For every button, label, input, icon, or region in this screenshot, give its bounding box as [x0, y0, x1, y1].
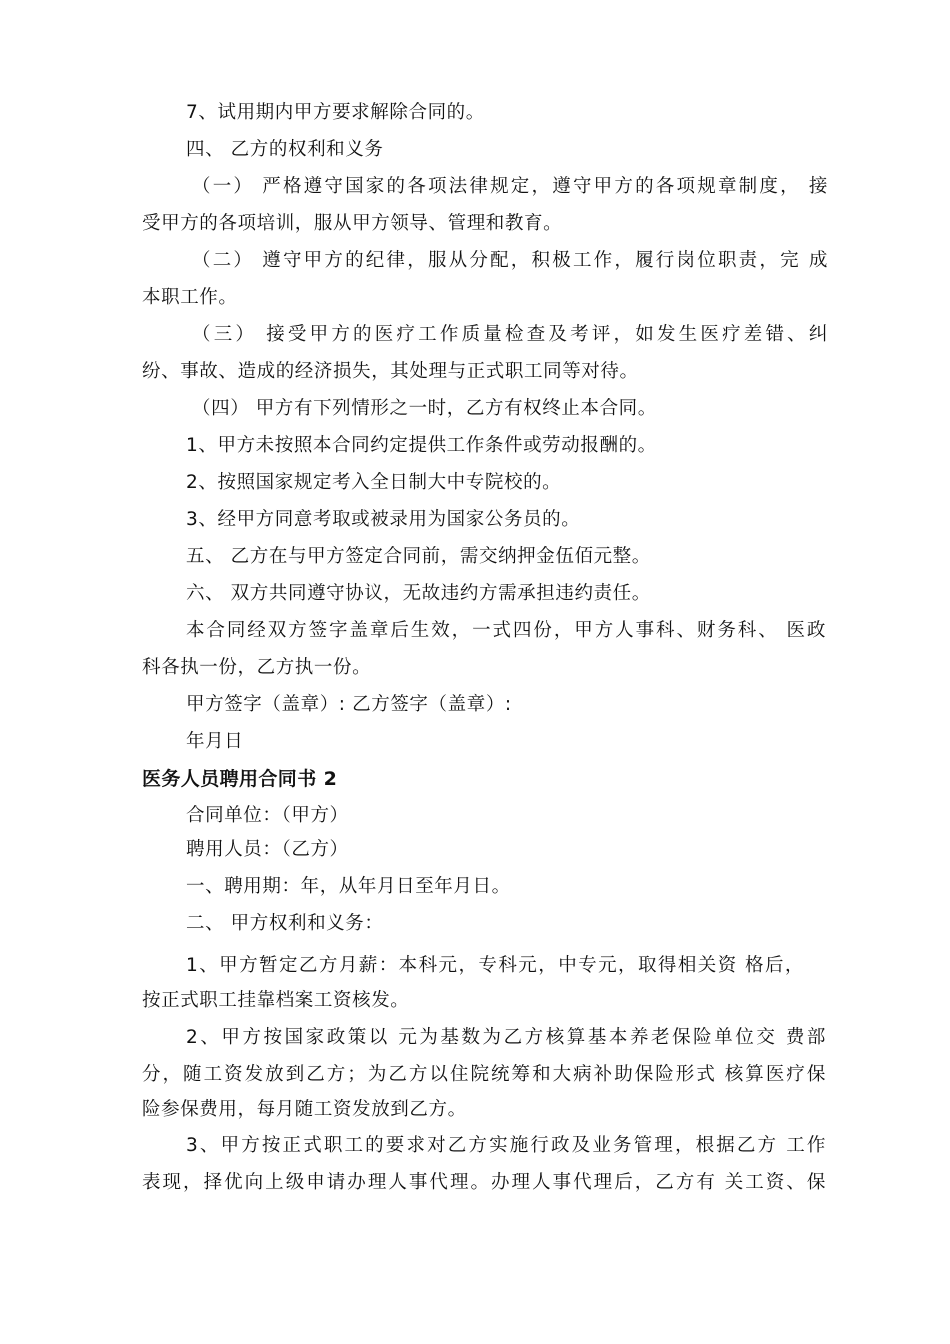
text-line: 1、甲方暂定乙方月薪：本科元，专科元，中专元，取得相关资 格后， — [186, 955, 804, 976]
text-line: （一） 严格遵守国家的各项法律规定，遵守甲方的各项规章制度， 接 — [192, 176, 828, 197]
text-line: 合同单位：（甲方） — [186, 805, 349, 826]
text-line: 表现，择优向上级申请办理人事代理。办理人事代理后，乙方有 关工资、保 — [142, 1172, 826, 1193]
document-title: 医务人员聘用合同书 2 — [142, 768, 338, 790]
list-item: 3、经甲方同意考取或被录用为国家公务员的。 — [186, 509, 581, 530]
signature-line: 甲方签字（盖章）: 乙方签字（盖章）: — [186, 694, 512, 715]
section-heading: 六、 双方共同遵守协议，无故违约方需承担违约责任。 — [186, 583, 651, 604]
text-line: 纷、事故、造成的经济损失，其处理与正式职工同等对待。 — [142, 361, 639, 382]
text-line: 按正式职工挂靠档案工资核发。 — [142, 990, 410, 1011]
section-heading: 五、 乙方在与甲方签定合同前，需交纳押金伍佰元整。 — [186, 546, 651, 567]
text-line: 科各执一份，乙方执一份。 — [142, 657, 372, 678]
text-line: 本合同经双方签字盖章后生效，一式四份，甲方人事科、财务科、 医政 — [186, 620, 826, 641]
text-line: 7、试用期内甲方要求解除合同的。 — [186, 102, 485, 123]
text-line: 聘用人员：（乙方） — [186, 839, 349, 860]
text-line: 受甲方的各项培训，服从甲方领导、管理和教育。 — [142, 213, 563, 234]
list-item: 2、按照国家规定考入全日制大中专院校的。 — [186, 472, 562, 493]
text-line: 2、甲方按国家政策以 元为基数为乙方核算基本养老保险单位交 费部 — [186, 1027, 826, 1048]
section-heading: 二、 甲方权利和义务： — [186, 913, 384, 934]
text-line: 本职工作。 — [142, 287, 238, 308]
list-item: 1、甲方未按照本合同约定提供工作条件或劳动报酬的。 — [186, 435, 657, 456]
date-line: 年月日 — [186, 731, 244, 752]
section-heading: 四、 乙方的权利和义务 — [186, 139, 384, 160]
text-line: （二） 遵守甲方的纪律，服从分配，积极工作，履行岗位职责，完 成 — [192, 250, 828, 271]
section-heading: 一、聘用期：年，从年月日至年月日。 — [186, 876, 511, 897]
text-line: 3、甲方按正式职工的要求对乙方实施行政及业务管理，根据乙方 工作 — [186, 1135, 826, 1156]
text-line: 分，随工资发放到乙方；为乙方以住院统筹和大病补助保险形式 核算医疗保 — [142, 1064, 826, 1085]
text-line: 险参保费用，每月随工资发放到乙方。 — [142, 1099, 467, 1120]
text-line: （三） 接受甲方的医疗工作质量检查及考评，如发生医疗差错、纠 — [192, 324, 828, 345]
text-line: （四） 甲方有下列情形之一时，乙方有权终止本合同。 — [192, 398, 657, 419]
